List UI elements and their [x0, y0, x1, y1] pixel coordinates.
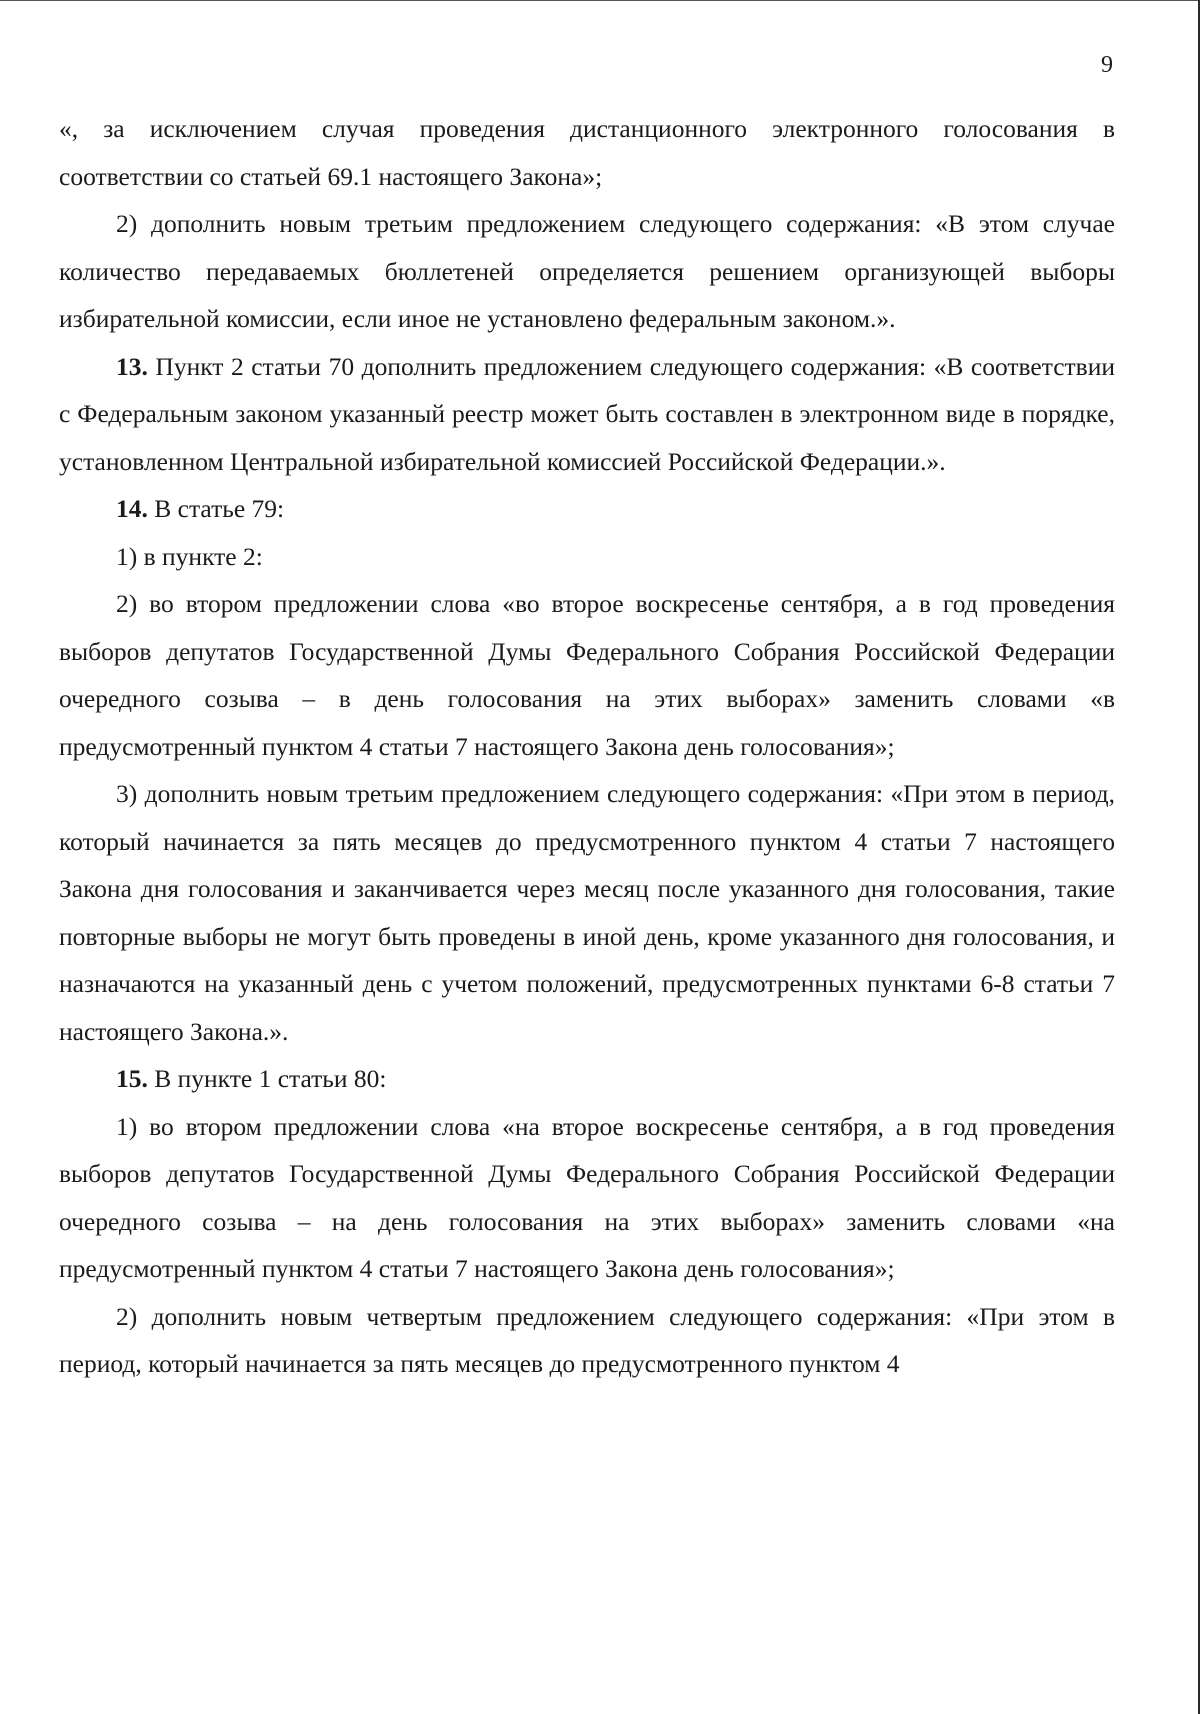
paragraph [59, 770, 1115, 1055]
page-number: 9 [1101, 52, 1113, 78]
item-number: 14. [116, 494, 148, 523]
paragraph-text: 2) дополнить новым четвертым предложением следующего содержания: «При этом в период, который начинается за пять месяцев до предусмотренного пунктом 4 [59, 1301, 1115, 1378]
paragraph-text: 3) дополнить новым третьим предложением следующего содержания: «При этом в период, который начинается за пять месяцев до предусмотренного пунктом 4 статьи 7 настоящего Закона дня голосования и заканчивается через месяц после указанного дня голосования, такие повторные выборы не могут быть проведены в иной день, кроме указанного дня голосования, и назначаются на указанный день с учетом положений, предусмотренных пунктами 6-8 статьи 7 настоящего Закона.». [59, 779, 1115, 1046]
paragraph [59, 1055, 1115, 1103]
paragraph [59, 343, 1115, 486]
paragraph [59, 533, 1115, 581]
paragraph [59, 1293, 1115, 1388]
paragraph [59, 580, 1115, 770]
paragraph [59, 485, 1115, 533]
scan-top-edge [0, 0, 1200, 1]
paragraph [59, 200, 1115, 343]
paragraph-text: 1) в пункте 2: [116, 541, 263, 571]
paragraph [59, 105, 1115, 200]
paragraph-text: 1) во втором предложении слова «на второе воскресенье сентября, а в год проведения выборов депутатов Государственной Думы Федерального Собрания Российской Федерации очередного созыва – на день голосования на этих выборах» заменить словами «на предусмотренный пунктом 4 статьи 7 настоящего Закона день голосования»; [59, 1111, 1115, 1283]
paragraph-text: В статье 79: [147, 494, 285, 523]
paragraph-text: Пункт 2 статьи 70 дополнить предложением следующего содержания: «В соответствии с Федеральным законом указанный реестр может быть составлен в электронном виде в порядке, установленном Центральной избирательной комиссией Российской Федерации.». [59, 351, 1115, 476]
paragraph-text: 2) дополнить новым третьим предложением следующего содержания: «В этом случае количество передаваемых бюллетеней определяется решением организующей выборы избирательной комиссии, если иное не установлено федеральным законом.». [59, 209, 1115, 333]
document-body [59, 105, 1115, 1388]
paragraph-text: 2) во втором предложении слова «во второе воскресенье сентября, а в год проведения выборов депутатов Государственной Думы Федерального Собрания Российской Федерации очередного созыва – в день голосования на этих выборах» заменить словами «в предусмотренный пунктом 4 статьи 7 настоящего Закона день голосования»; [59, 589, 1115, 761]
item-number: 13. [116, 351, 148, 381]
paragraph-text: В пункте 1 статьи 80: [147, 1064, 387, 1093]
item-number: 15. [116, 1064, 148, 1093]
paragraph-text: «, за исключением случая проведения дистанционного электронного голосования в соответствии со статьей 69.1 настоящего Закона»; [59, 114, 1115, 191]
paragraph [59, 1103, 1115, 1293]
